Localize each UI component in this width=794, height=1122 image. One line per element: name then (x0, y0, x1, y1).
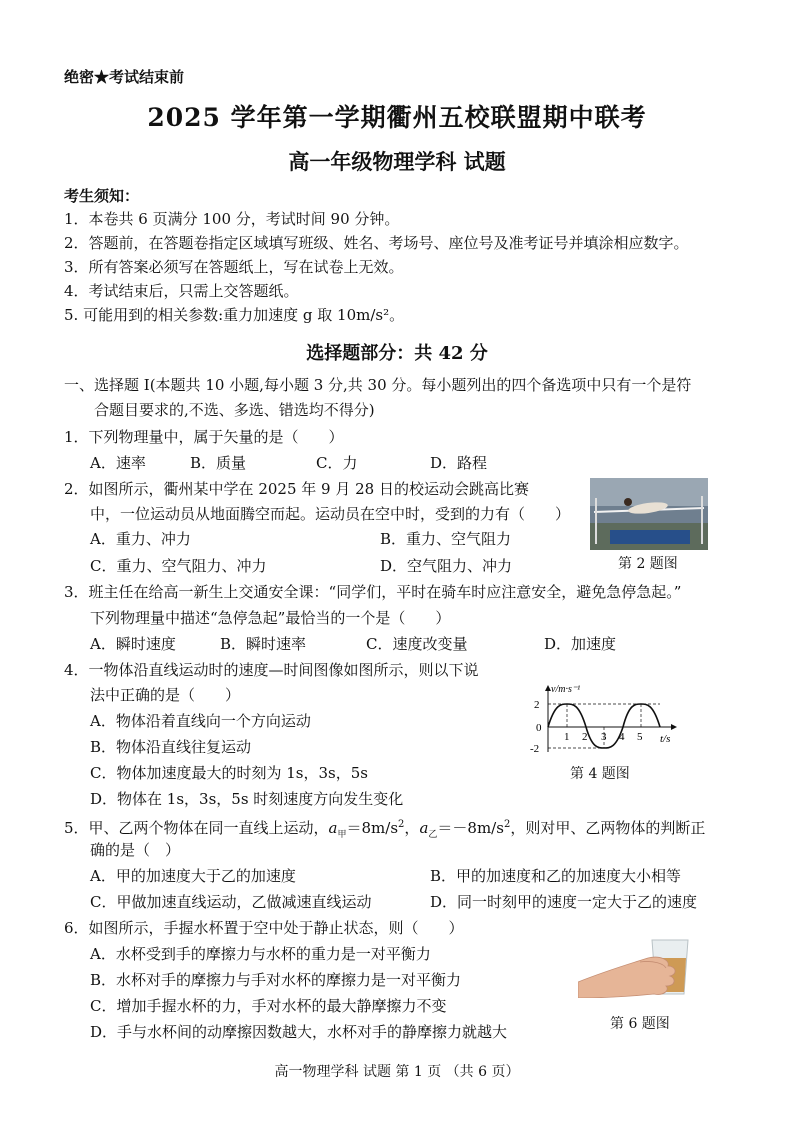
confidential-mark: 绝密★考试结束前 (64, 68, 185, 86)
option-a: A．重力、冲力 (90, 530, 191, 548)
question-stem-cont: 下列物理量中描述“急停急起”最恰当的一个是（ ） (90, 609, 451, 627)
hand-holding-cup-photo (578, 936, 704, 998)
exponent: 2 (398, 819, 405, 830)
option-a: A．物体沿着直线向一个方向运动 (90, 712, 311, 730)
notice-item: 5. 可能用到的相关参数:重力加速度 g 取 10m/s²。 (64, 306, 405, 324)
exponent: 2 (503, 819, 511, 830)
option-a: A．甲的加速度大于乙的加速度 (90, 867, 296, 885)
option-d: D．空气阻力、冲力 (380, 557, 513, 575)
accel-subscript: 甲 (337, 830, 347, 840)
question-stem-cont: 法中正确的是（ ） (90, 686, 241, 704)
option-b: B．重力、空气阻力 (380, 530, 512, 548)
page-footer: 高一物理学科 试题 第 1 页 （共 6 页） (274, 1064, 520, 1080)
question-stem: 6．如图所示，手握水杯置于空中处于静止状态，则（ ） (64, 919, 464, 937)
option-d: D．加速度 (544, 635, 617, 653)
high-jump-photo (590, 478, 708, 550)
x-tick-label: 1 (564, 731, 570, 743)
stem-text: ，则对甲、乙两物体的判断正 (510, 819, 706, 837)
option-b: B．物体沿直线往复运动 (90, 738, 252, 756)
y-tick-label: -2 (530, 743, 540, 755)
option-c: C．重力、空气阻力、冲力 (90, 557, 267, 575)
notice-item: 1．本卷共 6 页满分 100 分，考试时间 90 分钟。 (64, 210, 400, 228)
stem-text: 5．甲、乙两个物体在同一直线上运动， (64, 819, 329, 837)
x-axis-label: t/s (660, 733, 671, 745)
accel-value: ＝8m/s (346, 819, 399, 837)
question-stem-cont: 中，一位运动员从地面腾空而起。运动员在空中时，受到的力有（ ） (90, 505, 571, 523)
notice-item: 2．答题前，在答题卷指定区域填写班级、姓名、考场号、座位号及准考证号并填涂相应数字。 (64, 234, 689, 252)
option-c: C．甲做加速直线运动，乙做减速直线运动 (90, 893, 372, 911)
option-a: A．水杯受到手的摩擦力与水杯的重力是一对平衡力 (90, 945, 431, 963)
velocity-time-graph (524, 682, 684, 760)
question-stem: 4．一物体沿直线运动时的速度—时间图像如图所示，则以下说 (64, 661, 479, 679)
question-stem: 1．下列物理量中，属于矢量的是（ ） (64, 428, 344, 446)
option-b: B．瞬时速率 (220, 635, 307, 653)
x-tick-label: 5 (637, 731, 643, 743)
option-d: D．手与水杯间的动摩擦因数越大，水杯对手的静摩擦力就越大 (90, 1023, 508, 1041)
figure-caption: 第 6 题图 (610, 1016, 670, 1032)
section-title: 选择题部分：共 42 分 (306, 343, 488, 364)
notice-item: 3．所有答案必须写在答题纸上，写在试卷上无效。 (64, 258, 404, 276)
exam-title: 2025 学年第一学期衢州五校联盟期中联考 (147, 103, 647, 132)
figure-caption: 第 4 题图 (570, 766, 630, 782)
option-b: B．甲的加速度和乙的加速度大小相等 (430, 867, 682, 885)
option-a: A．速率 (90, 454, 146, 472)
accel-symbol: a (328, 819, 338, 837)
option-b: B．质量 (190, 454, 247, 472)
y-axis-label: v/m·s⁻¹ (551, 684, 581, 695)
notice-item: 4．考试结束后，只需上交答题纸。 (64, 282, 299, 300)
option-c: C．速度改变量 (366, 635, 468, 653)
accel-symbol: a (419, 819, 429, 837)
exam-subtitle: 高一年级物理学科 试题 (288, 149, 506, 174)
option-b: B．水杯对手的摩擦力与手对水杯的摩擦力是一对平衡力 (90, 971, 462, 989)
option-c: C．物体加速度最大的时刻为 1s，3s，5s (90, 764, 368, 782)
x-tick-label: 2 (582, 731, 588, 743)
accel-subscript: 乙 (428, 830, 438, 840)
option-d: D．同一时刻甲的速度一定大于乙的速度 (430, 893, 698, 911)
x-axis-arrow (671, 724, 677, 730)
question-stem-cont: 确的是（ ） (90, 841, 181, 859)
question-stem: 3．班主任在给高一新生上交通安全课：“同学们，平时在骑车时应注意安全，避免急停急起。” (64, 583, 682, 601)
y-tick-label: 0 (536, 722, 542, 734)
x-tick-label: 3 (601, 731, 607, 743)
y-tick-label: 2 (534, 699, 540, 711)
option-c: C．增加手握水杯的力，手对水杯的最大静摩擦力不变 (90, 997, 447, 1015)
option-d: D．路程 (430, 454, 488, 472)
x-tick-label: 4 (619, 731, 625, 743)
figure-caption: 第 2 题图 (618, 556, 678, 572)
accel-value: ＝－8m/s (437, 819, 504, 837)
part-instructions-line2: 合题目要求的,不选、多选、错选均不得分) (94, 401, 375, 419)
option-a: A．瞬时速度 (90, 635, 176, 653)
separator: ， (404, 819, 420, 837)
option-c: C．力 (316, 454, 358, 472)
option-d: D．物体在 1s，3s，5s 时刻速度方向发生变化 (90, 790, 404, 808)
question-stem: 2．如图所示，衢州某中学在 2025 年 9 月 28 日的校运动会跳高比赛 (64, 480, 529, 498)
part-instructions-line1: 一、选择题 I(本题共 10 小题,每小题 3 分,共 30 分。每小题列出的四个备选项中只有一个是符 (64, 376, 692, 394)
notice-heading: 考生须知： (64, 187, 140, 205)
